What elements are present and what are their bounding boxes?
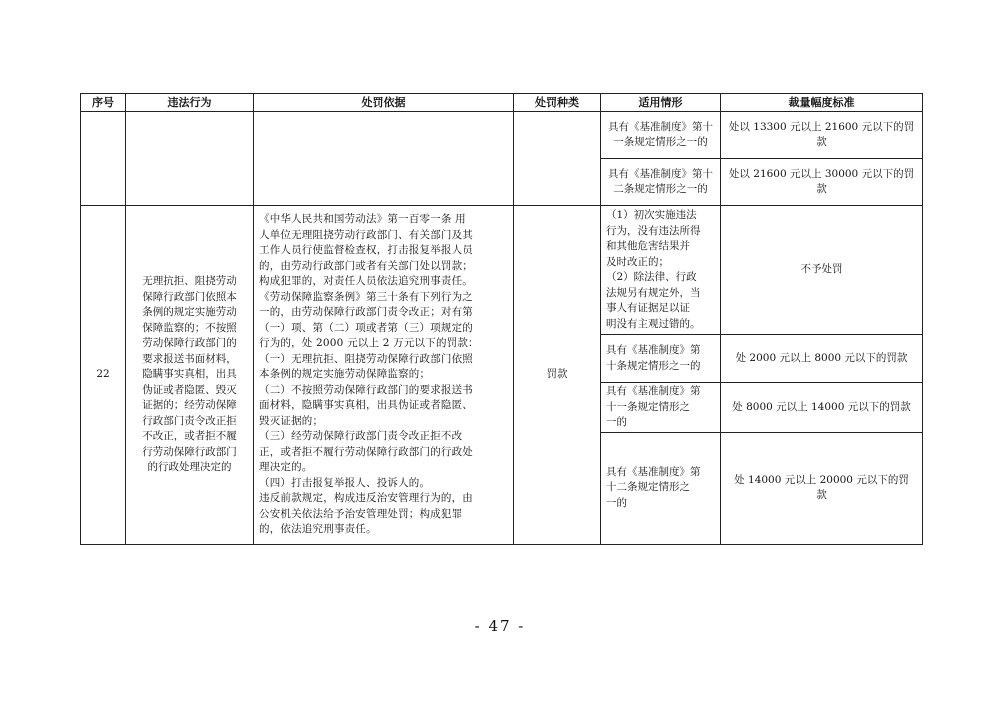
header-behavior: 违法行为 xyxy=(126,94,254,112)
standard-cell: 处以 21600 元以上 30000 元以下的罚款 xyxy=(721,159,923,206)
table-row xyxy=(81,112,923,159)
header-seq: 序号 xyxy=(81,94,126,112)
situation-cell: 具有《基准制度》第 十二条规定情形之 一的 xyxy=(601,432,721,544)
page-number: - 47 - xyxy=(474,617,526,635)
situation-cell: 具有《基准制度》第十一条规定情形之一的 xyxy=(601,112,721,159)
situation-cell: 具有《基准制度》第十二条规定情形之一的 xyxy=(601,159,721,206)
header-situation: 适用情形 xyxy=(601,94,721,112)
standard-cell: 不予处罚 xyxy=(721,206,923,335)
basis-cell: 《中华人民共和国劳动法》第一百零一条 用 人单位无理阻挠劳动行政部门、有关部门及其 工作人员行使监督检查权，打击报复举报人员 的，由劳动行政部门或者有关部门处以罚款； 构成犯罪的，对责任人员依法追究刑事责任。 《劳动保障监察条例》第三十条有下列行为之 一的，由劳动保障行政部门责令改正；对有第 （一）项、第（二）项或者第（三）项规定的 行为的，处 2000 元以上 2 万元以下的罚款： （一）无理抗拒、阻挠劳动保障行政部门依照 本条例的规定实施劳动保障监察的； （二）不按照劳动保障行政部门的要求报送书 面材料，隐瞒事实真相，出具伪证或者隐匿、 毁灭证据的； （三）经劳动保障行政部门责令改正拒不改 正，或者拒不履行劳动保障行政部门的行政处 理决定的。 （四）打击报复举报人、投诉人的。 违反前款规定，构成违反治安管理行为的，由 公安机关依法给予治安管理处罚；构成犯罪 的，依法追究刑事责任。 xyxy=(254,206,514,545)
penalty-table xyxy=(80,93,923,545)
standard-cell: 处 14000 元以上 20000 元以下的罚 款 xyxy=(721,432,923,544)
standard-cell: 处以 13300 元以上 21600 元以下的罚款 xyxy=(721,112,923,159)
header-row xyxy=(81,94,923,112)
header-basis: 处罚依据 xyxy=(254,94,514,112)
empty-behavior-cell xyxy=(126,112,254,206)
empty-basis-cell xyxy=(254,112,514,206)
header-type: 处罚种类 xyxy=(514,94,601,112)
behavior-cell: 无理抗拒、阻挠劳动 保障行政部门依照本 条例的规定实施劳动 保障监察的；不按照 劳动保障行政部门的 要求报送书面材料， 隐瞒事实真相，出具 伪证或者隐匿、毁灭 证据的；经劳动保障 行政部门责令改正拒 不改正，或者拒不履 行劳动保障行政部门 的行政处理决定的 xyxy=(126,206,254,545)
empty-type-cell xyxy=(514,112,601,206)
situation-cell: 具有《基准制度》第 十条规定情形之一的 xyxy=(601,335,721,383)
situation-cell: （1）初次实施违法 行为，没有违法所得 和其他危害结果并 及时改正的； （2）除法律、行政 法规另有规定外，当 事人有证据足以证 明没有主观过错的。 xyxy=(601,206,721,335)
type-cell: 罚款 xyxy=(514,206,601,545)
situation-cell: 具有《基准制度》第 十一条规定情形之 一的 xyxy=(601,383,721,433)
empty-seq-cell xyxy=(81,112,126,206)
table-row xyxy=(81,206,923,335)
seq-cell: 22 xyxy=(81,206,126,545)
standard-cell: 处 2000 元以上 8000 元以下的罚款 xyxy=(721,335,923,383)
header-standard: 裁量幅度标准 xyxy=(721,94,923,112)
standard-cell: 处 8000 元以上 14000 元以下的罚款 xyxy=(721,383,923,433)
